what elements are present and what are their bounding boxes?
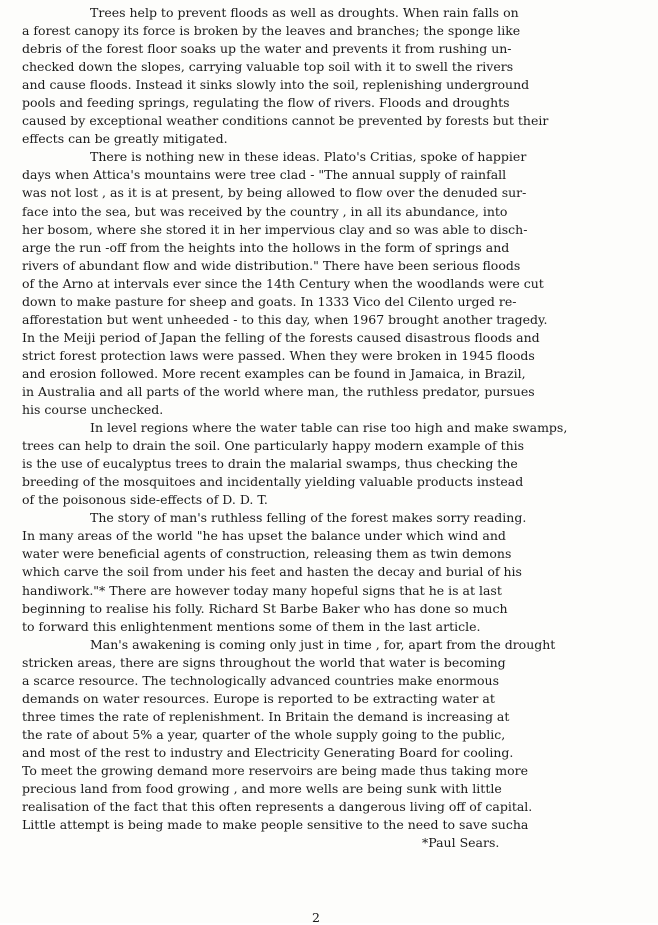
text-line: is the use of eucalyptus trees to drain the malarial swamps, thus checking the bbox=[22, 456, 518, 472]
page-number: 2 bbox=[312, 910, 320, 925]
text-line: rivers of abundant flow and wide distribution." There have been serious floods bbox=[22, 257, 521, 273]
text-line: checked down the slopes, carrying valuable top soil with it to swell the rivers bbox=[22, 59, 514, 75]
text-line: which carve the soil from under his feet and hasten the decay and burial of his bbox=[22, 564, 522, 580]
text-line: of the poisonous side-effects of D. D. T. bbox=[22, 492, 268, 508]
paragraph-level-regions bbox=[22, 419, 638, 509]
paragraph-mans-awakening bbox=[22, 636, 638, 835]
text-line: handiwork."* There are however today many hopeful signs that he is at last bbox=[22, 582, 502, 598]
text-line: trees can help to drain the soil. One particularly happy modern example of this bbox=[22, 438, 525, 454]
text-line: and most of the rest to industry and Electricity Generating Board for cooling. bbox=[22, 744, 514, 760]
text-line: In level regions where the water table can rise too high and make swamps, bbox=[90, 420, 568, 436]
paragraph-plato-critias bbox=[22, 148, 638, 419]
footnote-citation: *Paul Sears. bbox=[422, 835, 500, 851]
text-line: and cause floods. Instead it sinks slowly into the soil, replenishing underground bbox=[22, 77, 530, 93]
text-line: caused by exceptional weather conditions cannot be prevented by forests but their bbox=[22, 113, 549, 129]
text-line: Man's awakening is coming only just in time , for, apart from the drought bbox=[90, 636, 556, 652]
text-line: afforestation but went unheeded - to this day, when 1967 brought another tragedy. bbox=[22, 311, 548, 327]
text-line: face into the sea, but was received by the country , in all its abundance, into bbox=[22, 203, 508, 219]
text-line: There is nothing new in these ideas. Plato's Critias, spoke of happier bbox=[90, 149, 527, 165]
text-line: debris of the forest floor soaks up the water and prevents it from rushing un- bbox=[22, 41, 512, 57]
text-line: was not lost , as it is at present, by being allowed to flow over the denuded sur- bbox=[22, 185, 527, 201]
paragraph-ruthless-felling bbox=[22, 509, 638, 635]
text-line: effects can be greatly mitigated. bbox=[22, 131, 228, 147]
text-line: his course unchecked. bbox=[22, 402, 164, 418]
text-line: To meet the growing demand more reservoirs are being made thus taking more bbox=[22, 762, 528, 778]
text-line: days when Attica's mountains were tree clad - "The annual supply of rainfall bbox=[22, 167, 507, 183]
text-line: Trees help to prevent floods as well as droughts. When rain falls on bbox=[90, 5, 519, 20]
text-line: pools and feeding springs, regulating the flow of rivers. Floods and droughts bbox=[22, 95, 510, 111]
text-line: three times the rate of replenishment. In Britain the demand is increasing at bbox=[22, 708, 510, 724]
text-line: precious land from food growing , and more wells are being sunk with little bbox=[22, 781, 502, 797]
text-line: strict forest protection laws were passed. When they were broken in 1945 floods bbox=[22, 347, 535, 363]
text-line: breeding of the mosquitoes and incidentally yielding valuable products instead bbox=[22, 474, 524, 490]
paragraph-floods-droughts bbox=[22, 4, 638, 148]
text-line: a forest canopy its force is broken by the leaves and branches; the sponge like bbox=[22, 23, 521, 39]
body-text bbox=[22, 4, 638, 852]
text-line: The story of man's ruthless felling of the forest makes sorry reading. bbox=[90, 510, 527, 526]
text-line: her bosom, where she stored it in her impervious clay and so was able to disch- bbox=[22, 221, 528, 237]
text-line: demands on water resources. Europe is reported to be extracting water at bbox=[22, 690, 495, 706]
text-line: of the Arno at intervals ever since the 14th Century when the woodlands were cut bbox=[22, 275, 544, 291]
text-line: down to make pasture for sheep and goats. In 1333 Vico del Cilento urged re- bbox=[22, 293, 517, 309]
text-line: water were beneficial agents of construction, releasing them as twin demons bbox=[22, 546, 512, 562]
text-line: the rate of about 5% a year, quarter of the whole supply going to the public, bbox=[22, 726, 506, 742]
text-line: stricken areas, there are signs throughout the world that water is becoming bbox=[22, 654, 506, 670]
text-line: In the Meiji period of Japan the felling of the forests caused disastrous floods and bbox=[22, 329, 540, 345]
text-line: Little attempt is being made to make people sensitive to the need to save sucha bbox=[22, 817, 529, 833]
text-line: realisation of the fact that this often represents a dangerous living off of capital. bbox=[22, 799, 533, 815]
text-line: to forward this enlightenment mentions some of them in the last article. bbox=[22, 618, 481, 634]
text-line: beginning to realise his folly. Richard St Barbe Baker who has done so much bbox=[22, 600, 508, 616]
text-line: and erosion followed. More recent examples can be found in Jamaica, in Brazil, bbox=[22, 365, 526, 381]
text-line: arge the run -off from the heights into the hollows in the form of springs and bbox=[22, 239, 510, 255]
text-line: in Australia and all parts of the world where man, the ruthless predator, pursues bbox=[22, 383, 535, 399]
text-line: a scarce resource. The technologically advanced countries make enormous bbox=[22, 672, 499, 688]
text-line: In many areas of the world "he has upset the balance under which wind and bbox=[22, 528, 506, 544]
